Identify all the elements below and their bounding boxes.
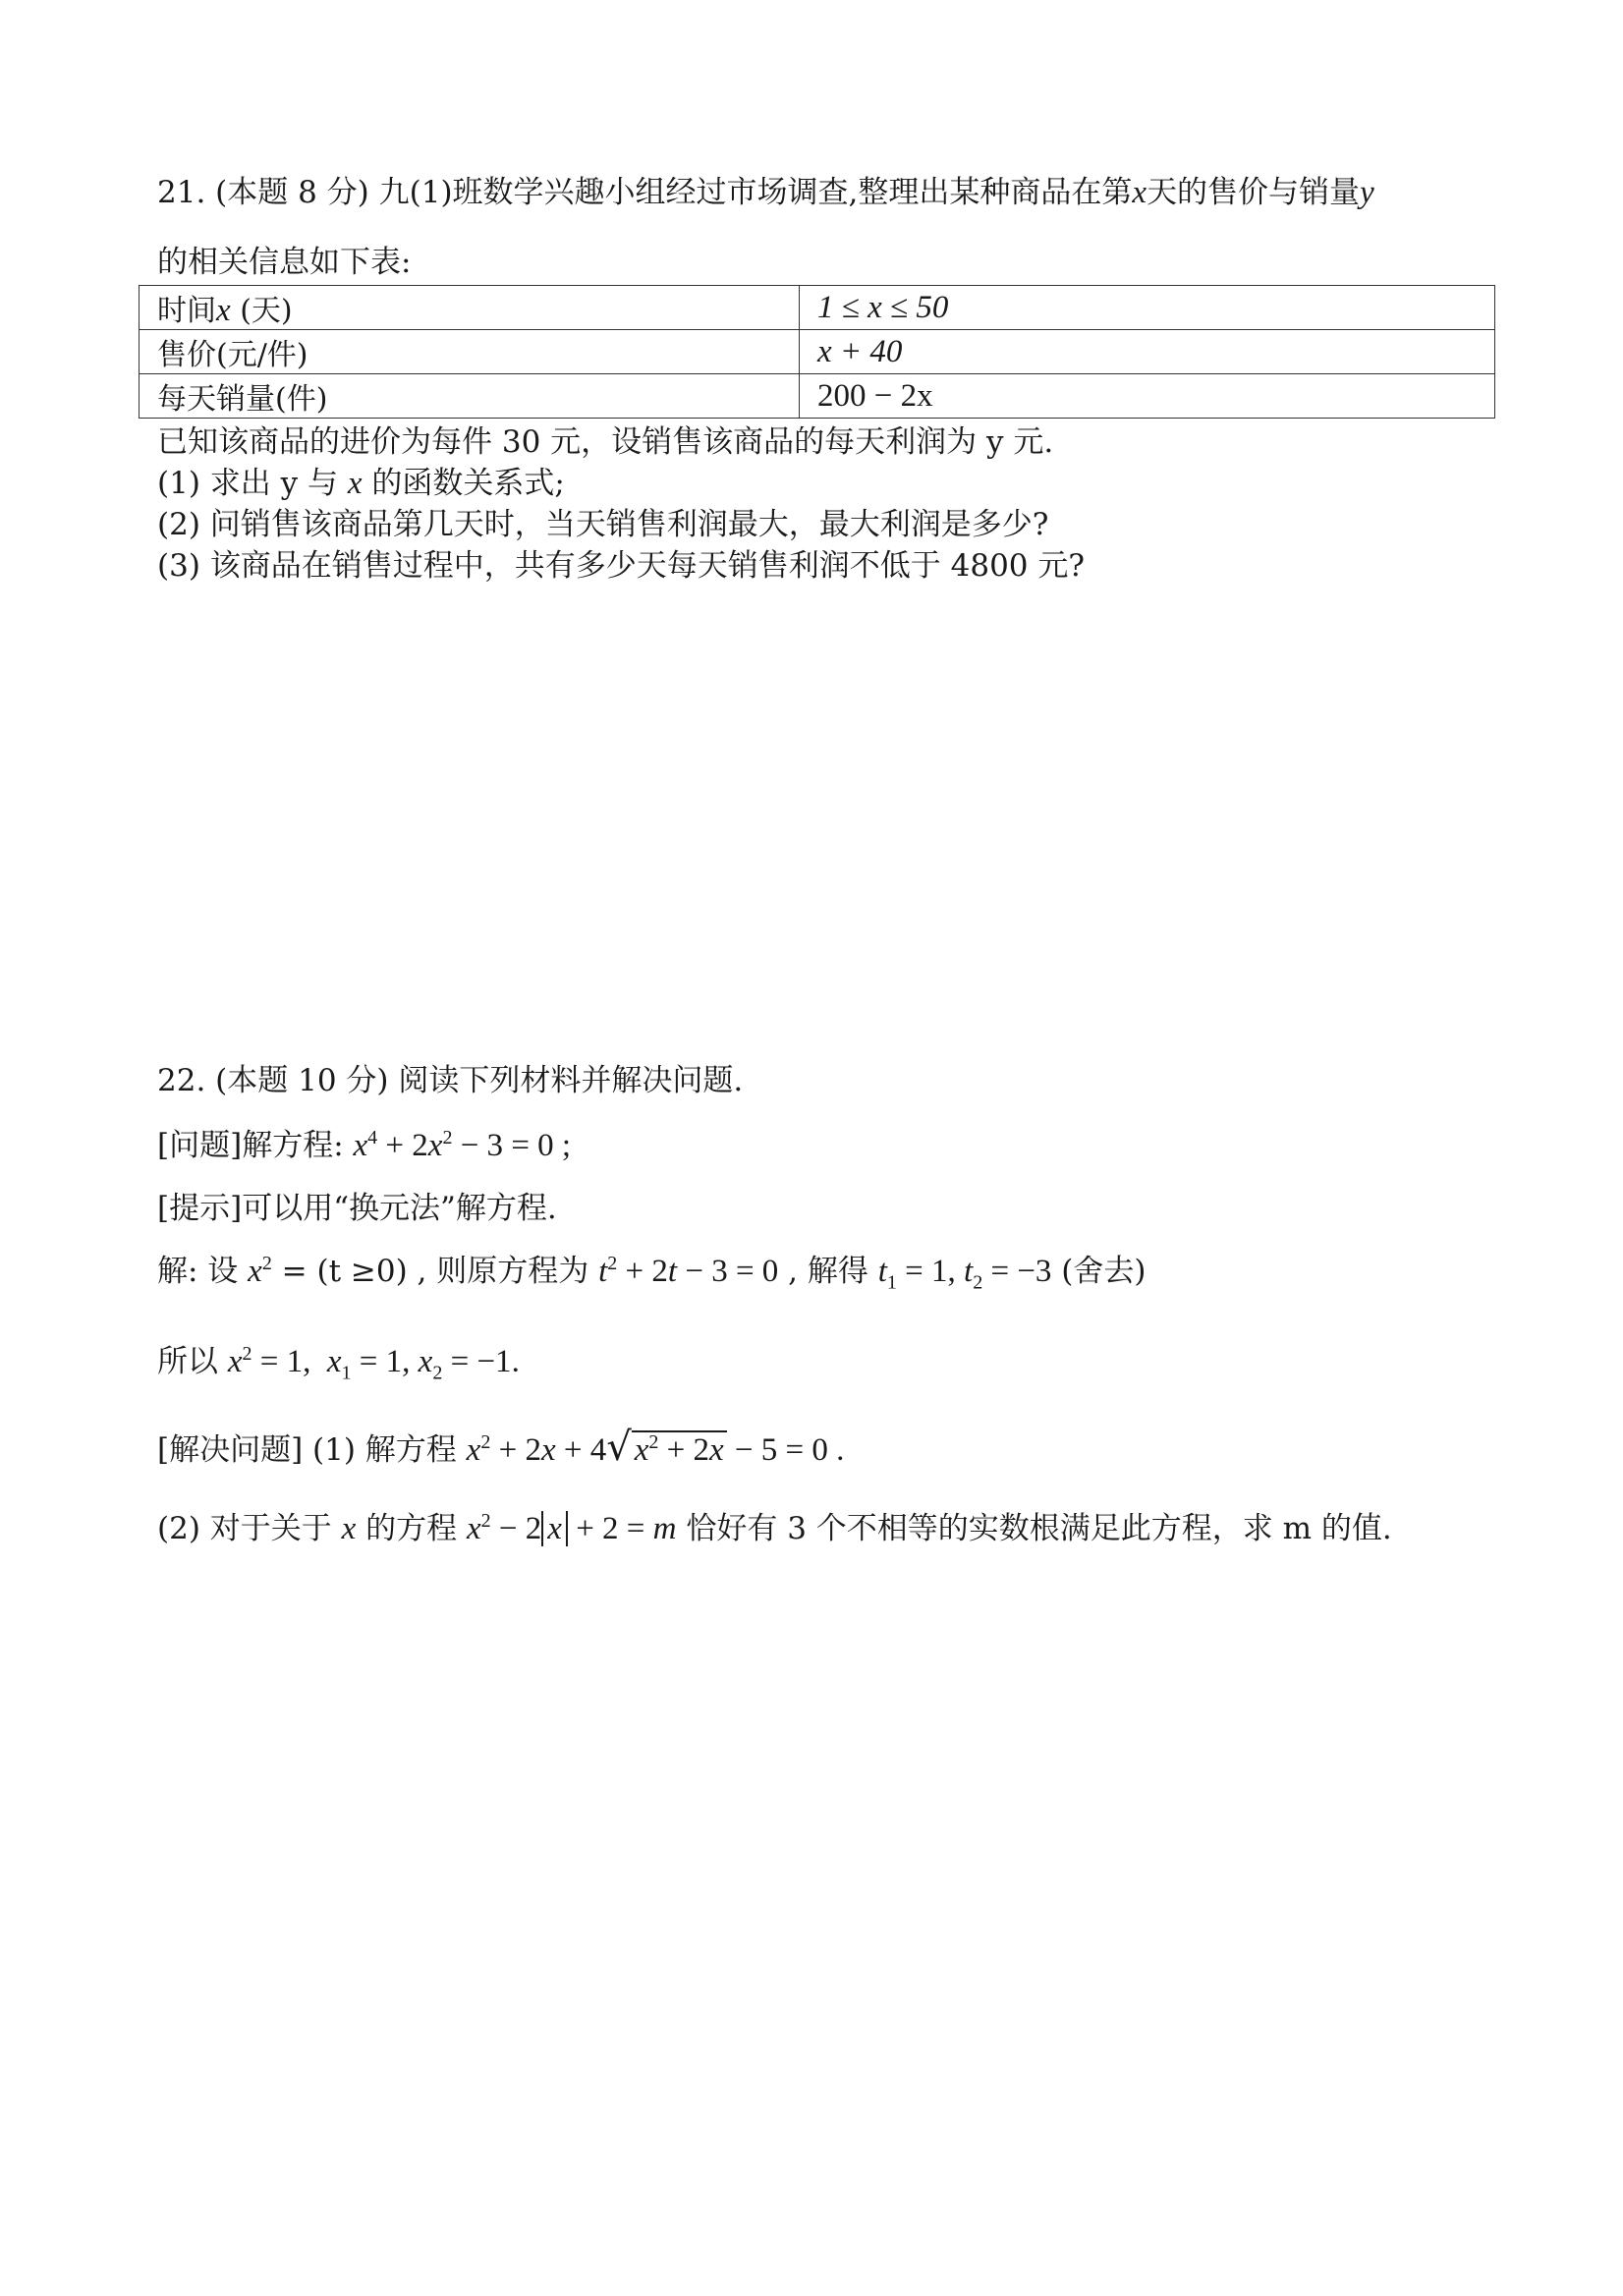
table-row (140, 286, 1495, 330)
q22-solve2: (2) 对于关于 x 的方程 $x^2 - 2$ x + 2 = m 恰好有 3 个不相等的实数根满足此方程，求 m 的值. (157, 1510, 1392, 1546)
table-row (140, 330, 1495, 374)
q22-solve1: [解决问题] (1) 解方程 $x^2 + 2x + 4√x^2 + 2x - 5 = 0$ . (157, 1425, 845, 1470)
table-cell-value: 200 − 2x (800, 374, 1495, 419)
q22-so: 所以 $x^2 = 1$, $x_1 = 1$, $x_2 = -1$. (157, 1343, 520, 1384)
table-cell-label: 售价(元/件) (140, 330, 800, 374)
q22-hint: [提示]可以用“换元法”解方程. (157, 1191, 557, 1226)
q21-line2: 的相关信息如下表: (157, 245, 412, 280)
table-cell-label: 时间x (天) (140, 286, 800, 330)
q21-var-x: x (1132, 175, 1147, 210)
q21-header: 21. (本题 8 分) (157, 175, 379, 210)
q21-part2: (2) 问销售该商品第几天时，当天销售利润最大，最大利润是多少? (157, 507, 1049, 542)
q21-text-a: 九(1)班数学兴趣小组经过市场调查,整理出某种商品在第 (378, 175, 1133, 210)
q22-header: 22. (本题 10 分) 阅读下列材料并解决问题. (157, 1063, 744, 1098)
table-row (140, 374, 1495, 419)
q21-line1 (157, 173, 1374, 212)
q21-given: 已知该商品的进价为每件 30 元，设销售该商品的每天利润为 y 元. (157, 424, 1054, 460)
table-cell-value: 1 ≤ x ≤ 50 (800, 286, 1495, 330)
table-cell-label: 每天销量(件) (140, 374, 800, 419)
q21-part1: (1) 求出 y 与 x 的函数关系式; (157, 466, 565, 501)
q22-problem: [问题]解方程: $x^4 + 2x^2 - 3 = 0$ ; (157, 1127, 572, 1163)
q22-solution: 解: 设 $x^2 = (t \ge 0)$ , 则原方程为 $t^2 + 2t - 3 = 0$ , 解得 $t_1 = 1$, $t_2 = -3$ (舍去) (157, 1253, 1147, 1294)
q21-var-y: y (1360, 175, 1374, 210)
q21-part3: (3) 该商品在销售过程中，共有多少天每天销售利润不低于 4800 元? (157, 548, 1085, 584)
q21-info-table (139, 285, 1495, 419)
q21-text-b: 天的售价与销量 (1147, 175, 1361, 210)
table-cell-value: x + 40 (800, 330, 1495, 374)
